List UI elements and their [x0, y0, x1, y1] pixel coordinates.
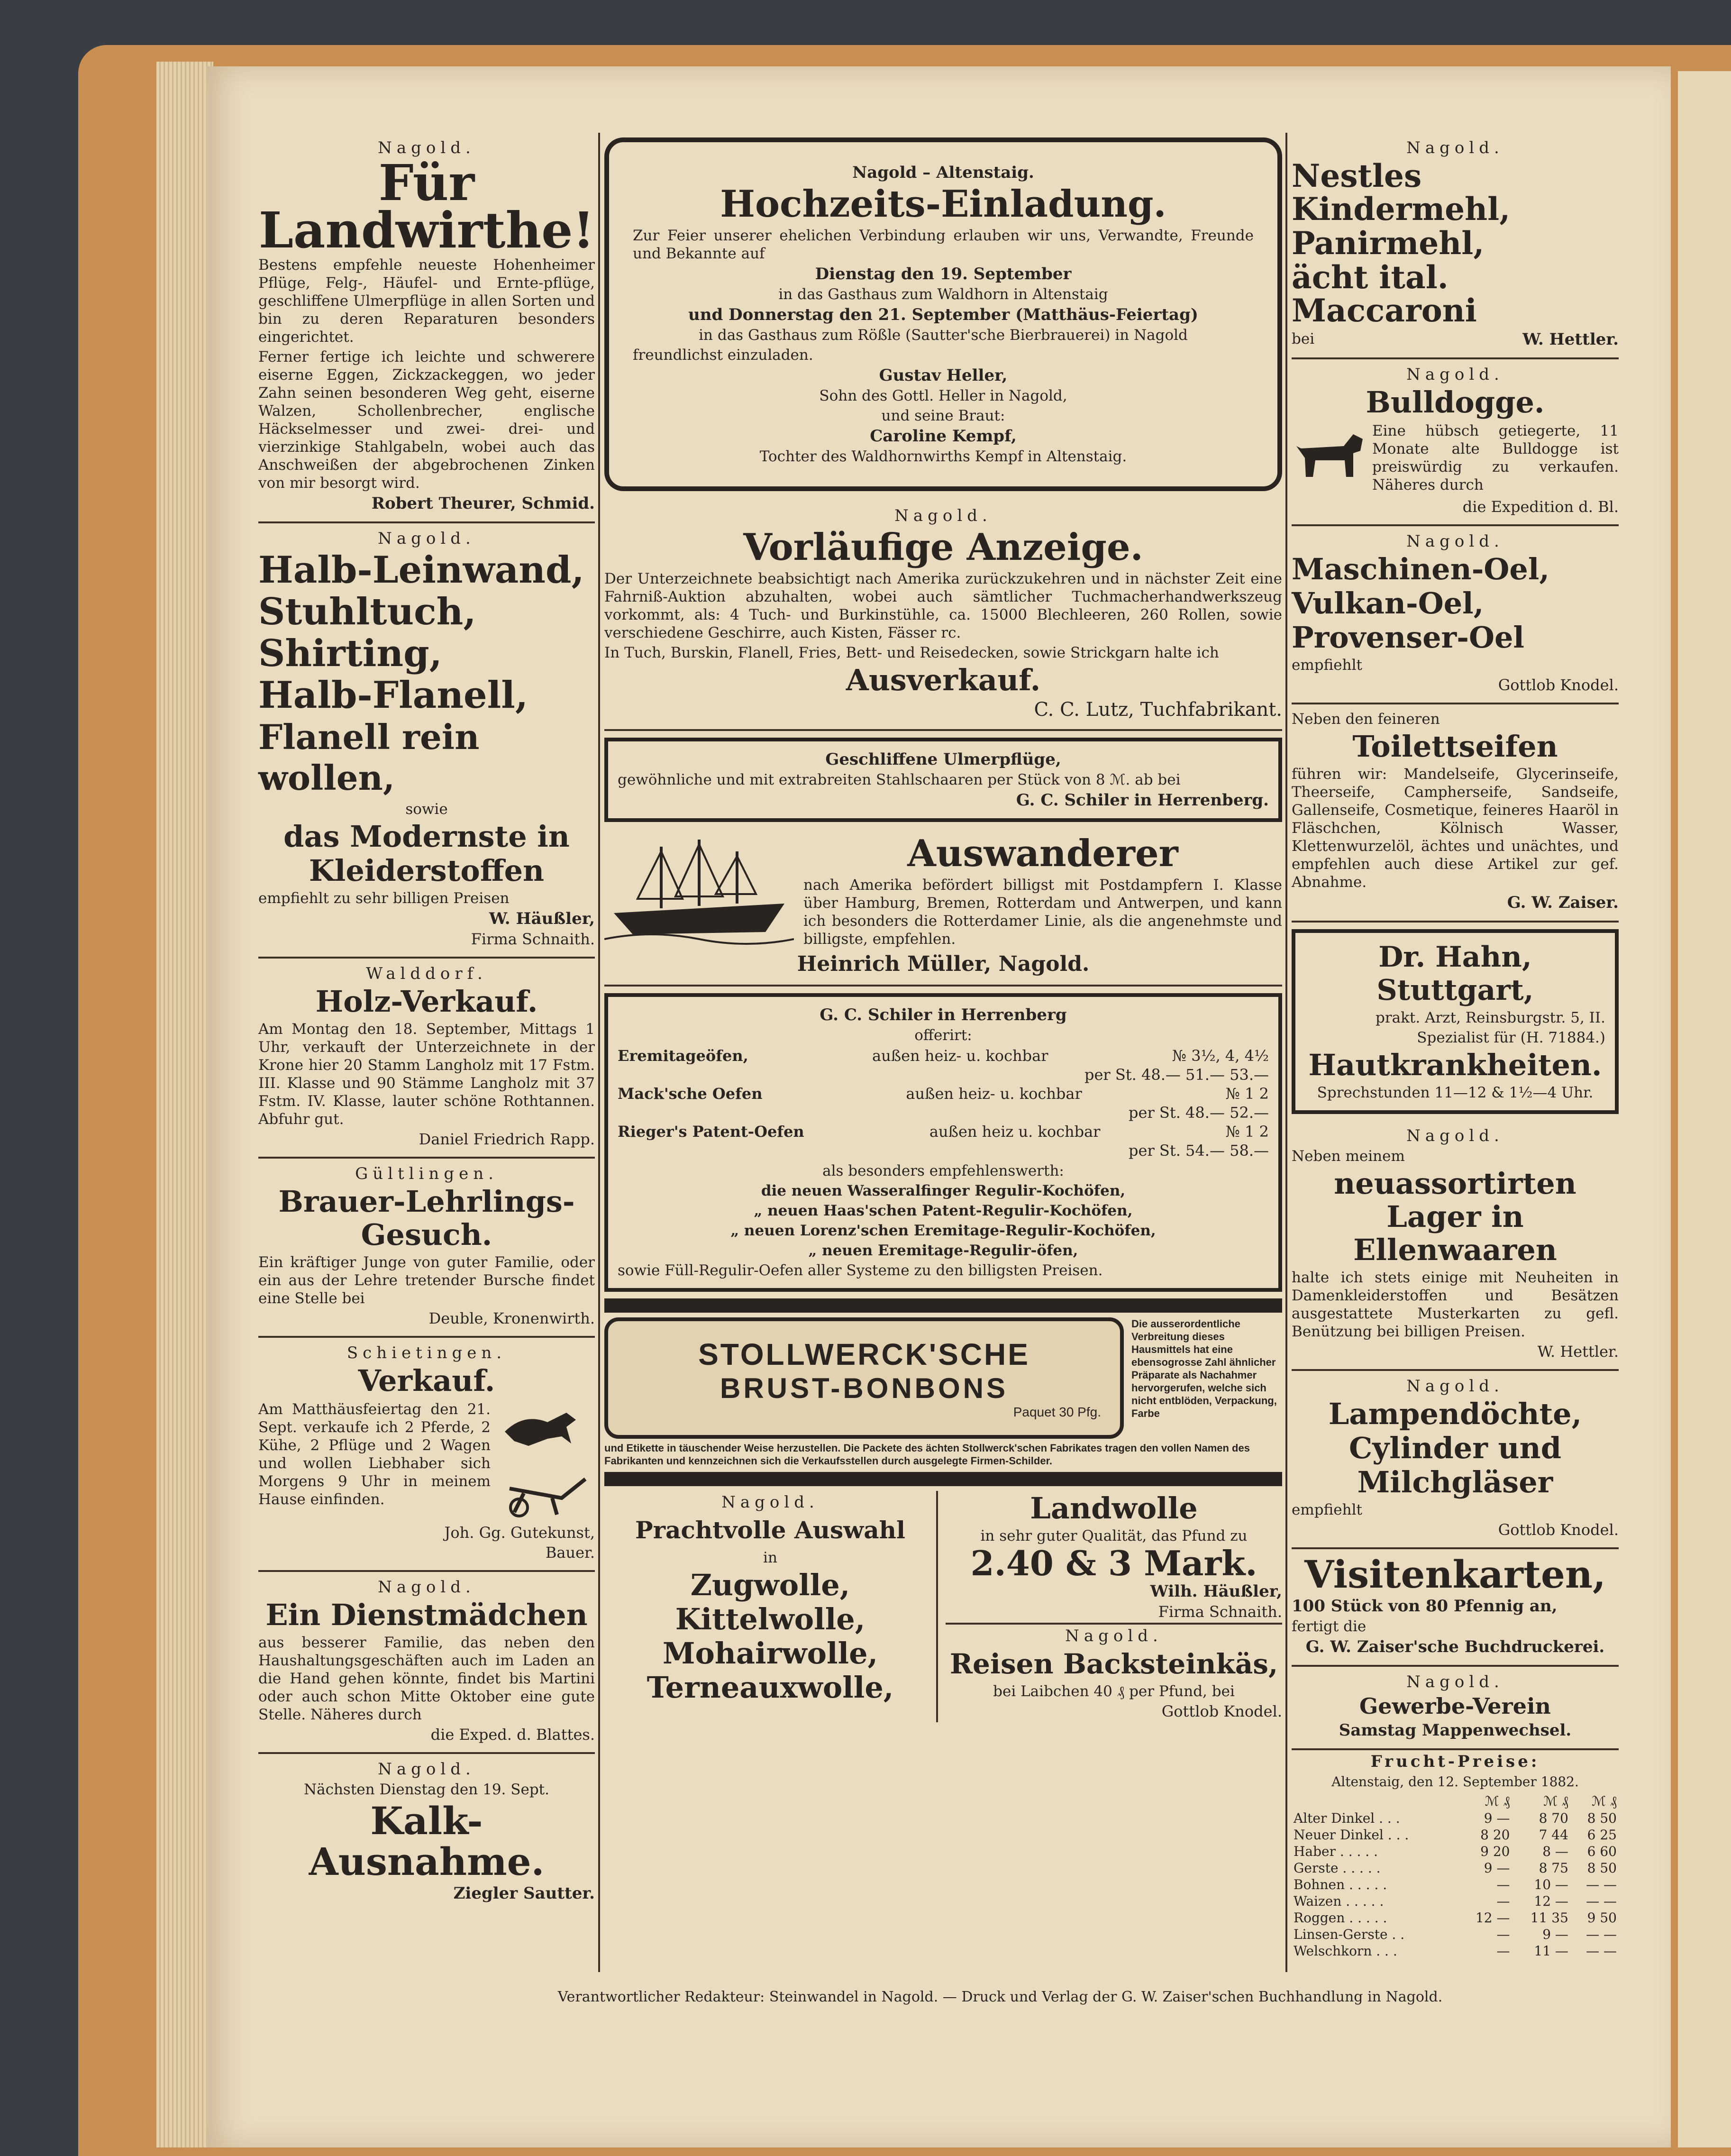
ad-hochzeit [604, 137, 1282, 491]
table-row [1292, 1827, 1619, 1843]
headline: Halb-Flanell, [258, 674, 528, 717]
price-cell: — [1496, 1927, 1510, 1942]
ad-visitenkarten [1292, 1549, 1619, 1667]
ad-text: Ein kräftiger Junge von guter Familie, oder ein aus der Lehre tretender Bursche findet eine Stelle bei [258, 1254, 595, 1307]
stollwerck-logo [604, 1317, 1124, 1439]
unit-label: ℳ ₰ [1485, 1793, 1510, 1809]
table-row [1292, 1909, 1619, 1926]
signature: Heinrich Müller, Nagold. [797, 952, 1090, 976]
headline: Ein Dienstmädchen [265, 1598, 588, 1632]
headline: Milchgläser [1357, 1465, 1553, 1499]
horse-plough-icon [495, 1398, 595, 1522]
ad-ellenwaaren [1292, 1121, 1619, 1371]
town-label: Nagold. [1406, 1377, 1504, 1396]
ad-text: prakt. Arzt, Reinsburgstr. 5, II. [1375, 1009, 1605, 1026]
price-cell: 12 — [1534, 1893, 1568, 1909]
ad-text: aus besserer Familie, das neben den Haushaltungsgeschäften auch im Laden an die Hand gehen könnte, findet bis Martini oder auch schon Mitte Oktober eine gute Stelle. Näheres durch [258, 1634, 595, 1723]
ad-text: 100 Stück von 80 Pfennig an, [1292, 1597, 1558, 1616]
price-cell: 9 20 [1480, 1844, 1510, 1859]
town-label: Nagold. [1065, 1626, 1163, 1645]
oven-sizes: № 1 2 [1225, 1085, 1269, 1103]
headline: Maschinen-Oel, [1292, 552, 1550, 586]
ad-text: als besonders empfehlenswerth: [822, 1162, 1064, 1179]
ad-text: gewöhnliche und mit extrabreiten Stahlschaaren per Stück von 8 ℳ. ab bei [618, 771, 1181, 788]
signature: Caroline Kempf, [870, 427, 1017, 446]
signature: die Expedition d. Bl. [1462, 498, 1619, 516]
oven-desc: außen heiz u. kochbar [929, 1123, 1101, 1141]
oven-name: Rieger's Patent-Oefen [618, 1123, 804, 1141]
headline: Hautkrankheiten. [1308, 1048, 1602, 1082]
ad-text: in [763, 1549, 777, 1566]
price-cell: 11 — [1534, 1943, 1568, 1959]
ad-text: „ neuen Eremitage-Regulir-öfen, [808, 1242, 1078, 1259]
ad-dr-hahn [1292, 929, 1619, 1114]
ad-text: nach Amerika befördert billigst mit Postdampfern I. Klasse über Hamburg, Bremen, Rotterdam und Antwerpen, und kann ich besonders die Rotterdamer Linie, als die angenehmste und billigste, empfehlen. [803, 877, 1282, 948]
signature: Gottlob Knodel. [1498, 676, 1619, 694]
ad-text: „ neuen Haas'schen Patent-Regulir-Kochöfen, [754, 1202, 1133, 1219]
signature: C. C. Lutz, Tuchfabrikant. [1034, 699, 1282, 721]
signature: Wilh. Häußler, [1150, 1582, 1282, 1601]
headline: Geschliffene Ulmerpflüge, [825, 750, 1061, 769]
date-text: Dienstag den 19. September [815, 265, 1072, 283]
signature: G. W. Zaiser'sche Buchdruckerei. [1305, 1637, 1605, 1656]
ad-text: Bestens empfehle neueste Hohenheimer Pflüge, Felg-, Häufel- und Ernte-pflüge, geschliffene Ulmerpflüge in allen Sorten und bin zu deren Reparaturen besonders eingerichtet. [258, 256, 595, 346]
headline: ächt ital. Maccaroni [1292, 259, 1477, 329]
town-label: Nagold. [378, 1578, 475, 1597]
ad-oele [1292, 526, 1619, 704]
ad-text: fertigt die [1292, 1618, 1367, 1635]
signature: G. W. Zaiser. [1507, 893, 1619, 912]
ad-text: in sehr guter Qualität, das Pfund zu [980, 1527, 1248, 1544]
ad-bulldogge [1292, 359, 1619, 526]
ad-text: offerirt: [914, 1027, 972, 1044]
headline: Bulldogge. [1366, 385, 1545, 420]
headline: Holz-Verkauf. [315, 984, 538, 1019]
grain-name: Waizen . . . . . [1294, 1893, 1384, 1909]
headline: Flanell rein wollen, [258, 717, 480, 798]
headline: Provenser-Oel [1292, 620, 1524, 655]
ad-text: Neben den feineren [1292, 711, 1440, 728]
page-edges [156, 62, 213, 2147]
ad-verkauf [258, 1338, 595, 1572]
headline: Gewerbe-Verein [1359, 1693, 1551, 1719]
bottom-row [604, 1491, 1282, 1722]
signature: Robert Theurer, Schmid. [371, 494, 595, 513]
ad-text: und Etikette in täuschender Weise herzustellen. Die Packete des ächten Stollwerck'schen Fabrikates tragen den vollen Namen des Fabrikanten und kennzeichnen sich die Verkaufsstellen durch ausgelegte Firmen-Schilder. [604, 1442, 1250, 1467]
signature: Deuble, Kronenwirth. [428, 1309, 595, 1327]
oven-desc: außen heiz- u. kochbar [906, 1085, 1082, 1103]
ad-kalk [258, 1754, 595, 1911]
dog-icon [1292, 420, 1367, 482]
ad-text: in das Gasthaus zum Waldhorn in Altenstaig [778, 286, 1108, 303]
price-cell: — [1496, 1877, 1510, 1892]
headline: Prachtvolle Auswahl [635, 1516, 905, 1544]
town-label: Nagold. [894, 506, 992, 525]
signature: W. Hettler. [1522, 330, 1619, 349]
ad-text: Sprechstunden 11—12 & 1½—4 Uhr. [1317, 1084, 1594, 1101]
ad-text: Am Montag den 18. September, Mittags 1 Uhr, verkauft der Unterzeichnete in der Krone hier 20 Stamm Langholz mit 17 Fstm. III. Klasse und 90 Stämme Langholz mit 37 Fstm. IV. Klasse, lauter schöne Rothtannen. Abfuhr gut. [258, 1021, 595, 1128]
signature: Daniel Friedrich Rapp. [419, 1130, 595, 1148]
ad-oefen [604, 993, 1282, 1292]
headline: G. C. Schiler in Herrenberg [820, 1005, 1067, 1024]
headline: Für Landwirthe! [258, 154, 595, 259]
ad-text: und seine Braut: [881, 407, 1005, 424]
ad-brauer [258, 1159, 595, 1338]
oven-desc: außen heiz- u. kochbar [872, 1047, 1048, 1065]
town-label: Nagold. [1406, 1126, 1504, 1145]
price-cell: — [1496, 1893, 1510, 1909]
ad-ulmerpfluege [604, 738, 1282, 822]
town-label: Nagold – Altenstaig. [852, 163, 1034, 182]
headline: Visitenkarten, [1304, 1552, 1606, 1597]
ad-text: Am Matthäusfeiertag den 21. Sept. verkaufe ich 2 Pferde, 2 Kühe, 2 Pflüge und 2 Wagen und wollen Liebhaber sich Morgens 9 Uhr in meinem Hause einfinden. [258, 1401, 491, 1508]
headline: neuassortirten Lager in Ellenwaaren [1334, 1166, 1576, 1267]
price-cell: 6 25 [1587, 1827, 1617, 1843]
table-row [1292, 1810, 1619, 1827]
price-cell: 9 — [1484, 1810, 1510, 1826]
price-cell: 8 — [1542, 1844, 1568, 1859]
ad-text: die neuen Wasseralfinger Regulir-Kochöfen, [761, 1182, 1126, 1199]
table-row [1292, 1860, 1619, 1876]
price-text: 2.40 & 3 Mark. [970, 1543, 1257, 1583]
price-cell: 9 50 [1587, 1910, 1617, 1926]
town-label: Schietingen. [346, 1343, 507, 1362]
ad-auswanderer [604, 829, 1282, 987]
ad-text: sowie [405, 801, 448, 818]
ad-stollwerck [604, 1298, 1282, 1486]
price-cell: 6 60 [1587, 1844, 1617, 1859]
headline: Auswanderer [907, 832, 1178, 875]
headline: Kalk-Ausnahme. [309, 1799, 545, 1884]
price-cell: 8 50 [1587, 1860, 1617, 1876]
ship-icon [604, 832, 794, 946]
headline: Terneauxwolle, [647, 1670, 894, 1705]
price-cell: — — [1586, 1927, 1617, 1942]
ad-text: Altenstaig, den 12. September 1882. [1331, 1774, 1579, 1790]
oven-sizes: № 1 2 [1225, 1123, 1269, 1141]
ad-text: Spezialist für (H. 71884.) [1417, 1029, 1605, 1046]
signature: Gustav Heller, [879, 366, 1008, 385]
ad-text: Zur Feier unserer ehelichen Verbindung erlauben wir uns, Verwandte, Freunde und Bekannte auf [633, 227, 1254, 262]
price-cell: 12 — [1475, 1910, 1510, 1926]
ad-text: in das Gasthaus zum Rößle (Sautter'sche Bierbrauerei) in Nagold [699, 327, 1188, 344]
price-cell: 8 75 [1539, 1860, 1568, 1876]
price-cell: 7 44 [1539, 1827, 1568, 1843]
headline: das Modernste in [283, 819, 570, 854]
price-cell: — — [1586, 1943, 1617, 1959]
signature: Gottlob Knodel. [1498, 1521, 1619, 1539]
headline: Panirmehl, [1292, 225, 1485, 262]
headline: Cylinder und [1348, 1431, 1562, 1465]
ad-lampen [1292, 1371, 1619, 1549]
ad-text: Sohn des Gottl. Heller in Nagold, [819, 387, 1067, 404]
brand-text: STOLLWERCK'SCHE [698, 1337, 1030, 1371]
headline: Dr. Hahn, Stuttgart, [1376, 941, 1534, 1007]
column-middle [604, 133, 1282, 1722]
headline: Landwolle [1030, 1491, 1198, 1526]
grain-name: Bohnen . . . . . [1294, 1877, 1387, 1892]
ad-text: Die ausserordentliche Verbreitung dieses Hausmittels hat eine ebensogrosse Zahl ähnlicher Präparate als Nachahmer hervorgerufen, welche sich nicht entblöden, Verpackung, Farbe [1131, 1318, 1277, 1419]
unit-label: ℳ ₰ [1592, 1793, 1617, 1809]
town-label: Nagold. [1406, 138, 1504, 157]
headline: Kittelwolle, [675, 1602, 866, 1636]
ad-nestle [1292, 133, 1619, 359]
price-cell: 10 — [1534, 1877, 1568, 1892]
next-page-edge [1678, 71, 1731, 2147]
table-header [1292, 1793, 1619, 1810]
page-footer: Verantwortlicher Redakteur: Steinwandel in Nagold. — Druck und Verlag der G. W. Zaiser'schen Buchhandlung in Nagold. [557, 1989, 1443, 2005]
signature: Ziegler Sautter. [453, 1884, 595, 1903]
town-label: Nagold. [721, 1493, 819, 1512]
table-row [1292, 1843, 1619, 1860]
ad-text: Neben meinem [1292, 1148, 1405, 1165]
ad-text: empfiehlt [1292, 1501, 1362, 1518]
ad-gewerbe-verein [1292, 1667, 1619, 1750]
ad-landwirthe [258, 133, 595, 523]
signature: die Exped. d. Blattes. [430, 1726, 595, 1744]
town-label: Nagold. [378, 138, 475, 157]
grain-name: Haber . . . . . [1294, 1844, 1378, 1859]
ad-text: bei [1292, 330, 1315, 347]
headline: Reisen Backsteinkäs, [949, 1648, 1278, 1680]
table-row [1292, 1876, 1619, 1893]
ad-textiles [258, 523, 595, 959]
ad-text: Ferner fertige ich leichte und schwerere eiserne Eggen, Zickzackeggen, wo jeder Zahn seinen besonderen Weg geht, eiserne Walzen, Schollenbrecher, englische Häckselmesser und zwei- drei- und vierzinkige Stahlgabeln, wobei auch das Anschweißen der abgebrochenen Zinken von mir besorgt wird. [258, 348, 595, 492]
brand-text: BRUST-BONBONS [720, 1372, 1008, 1404]
headline: Nestles Kindermehl, [1292, 157, 1511, 228]
column-right [1292, 133, 1619, 1959]
oven-prices: per St. 48.— 52.— [1129, 1104, 1269, 1122]
ad-text: empfiehlt zu sehr billigen Preisen [258, 890, 510, 907]
headline: Mohairwolle, [662, 1636, 878, 1671]
ad-text: halte ich stets einige mit Neuheiten in Damenkleiderstoffen und Besätzen ausgestattete Musterkarten zu gefl. Benützung bei billigen Preisen. [1292, 1269, 1619, 1340]
date-text: und Donnerstag den 21. September (Matthäus-Feiertag) [688, 305, 1198, 324]
town-label: Nagold. [1406, 532, 1504, 551]
headline: Verkauf. [358, 1363, 495, 1398]
price-cell: — [1496, 1943, 1510, 1959]
town-label: Nagold. [378, 1760, 475, 1779]
ad-text: führen wir: Mandelseife, Glycerinseife, Theerseife, Campherseife, Sandseife, Gallenseife, Cosmetique, feineres Haaröl in Fläschchen, Kölnisch Wasser, Klettenwurzelöl, ächtes und unächtes, und empfehlen auch diese Artikel zur gef. Abnahme. [1292, 766, 1619, 891]
price-cell: 9 — [1542, 1927, 1568, 1942]
grain-name: Alter Dinkel . . . [1294, 1810, 1400, 1826]
price-cell: 11 35 [1530, 1910, 1568, 1926]
price-cell: 8 20 [1480, 1827, 1510, 1843]
headline: Shirting, [258, 632, 442, 675]
signature: Bauer. [545, 1544, 595, 1562]
ad-text: Tochter des Waldhornwirths Kempf in Altenstaig. [759, 448, 1127, 465]
ad-dienstmaedchen [258, 1572, 595, 1754]
grain-name: Gerste . . . . . [1294, 1860, 1381, 1876]
signature: Firma Schnaith. [471, 930, 595, 948]
headline: Brauer-Lehrlings-Gesuch. [278, 1184, 575, 1252]
ad-text: freundlichst einzuladen. [633, 347, 813, 364]
price-cell: 8 70 [1539, 1810, 1568, 1826]
price-cell: 9 — [1484, 1860, 1510, 1876]
signature: G. C. Schiler in Herrenberg. [1016, 791, 1269, 810]
headline: Vorläufige Anzeige. [743, 526, 1143, 569]
price-cell: 8 50 [1587, 1810, 1617, 1826]
ad-text: sowie Füll-Regulir-Oefen aller Systeme zu den billigsten Preisen. [618, 1262, 1103, 1279]
headline: Ausverkauf. [846, 663, 1041, 697]
ad-holz [258, 959, 595, 1159]
town-label: Gültlingen. [355, 1164, 498, 1183]
ad-text: empfiehlt [1292, 657, 1362, 674]
grain-name: Welschkorn . . . [1294, 1943, 1397, 1959]
oven-prices: per St. 54.— 58.— [1129, 1142, 1269, 1160]
ad-text: Samstag Mappenwechsel. [1339, 1721, 1572, 1740]
ad-wolle [604, 1491, 938, 1722]
signature: W. Häußler, [489, 909, 595, 928]
column-left [258, 133, 595, 1911]
table-row [1292, 1893, 1619, 1909]
ad-text: Der Unterzeichnete beabsichtigt nach Amerika zurückzukehren und in nächster Zeit eine Fahrniß-Auktion abzuhalten, wobei auch sämtlicher Tuchmacherhandwerkszeug vorkommt, als: 4 Tuch- und Burkinstühle, ca. 15000 Blechleeren, 260 Rollen, sowie verschiedene Geschirre, auch Kisten, Fässer rc. [604, 570, 1282, 641]
brand-text: Paquet 30 Pfg. [1013, 1404, 1101, 1419]
ad-text: Nächsten Dienstag den 19. Sept. [304, 1781, 549, 1798]
grain-name: Roggen . . . . . [1294, 1910, 1387, 1926]
ad-text: bei Laibchen 40 ₰ per Pfund, bei [993, 1683, 1235, 1700]
table-row [1292, 1943, 1619, 1959]
grain-name: Linsen-Gerste . . [1294, 1927, 1405, 1942]
column-divider [1285, 133, 1287, 1972]
headline: Stuhltuch, [258, 590, 476, 633]
headline: Zugwolle, [690, 1568, 850, 1602]
town-label: Nagold. [378, 529, 475, 548]
ad-text: In Tuch, Burskin, Flanell, Fries, Bett- und Reisedecken, sowie Strickgarn halte ich [604, 644, 1219, 661]
headline: Hochzeits-Einladung. [720, 183, 1166, 226]
grain-name: Neuer Dinkel . . . [1294, 1827, 1409, 1843]
oven-name: Mack'sche Oefen [618, 1085, 763, 1103]
headline: Toilettseifen [1352, 729, 1558, 764]
frucht-preise [1292, 1752, 1619, 1959]
unit-label: ℳ ₰ [1543, 1793, 1568, 1809]
signature: Joh. Gg. Gutekunst, [444, 1524, 595, 1542]
decorative-bar [604, 1472, 1282, 1486]
price-cell: — — [1586, 1893, 1617, 1909]
signature: Firma Schnaith. [1158, 1603, 1282, 1621]
town-label: Nagold. [1406, 1672, 1504, 1691]
ad-text: „ neuen Lorenz'schen Eremitage-Regulir-Kochöfen, [730, 1222, 1156, 1239]
ad-vorlaeufige-anzeige [604, 501, 1282, 731]
town-label: Walddorf. [366, 964, 487, 983]
decorative-bar [604, 1298, 1282, 1313]
headline: Lampendöchte, [1328, 1397, 1582, 1431]
oven-name: Eremitageöfen, [618, 1047, 748, 1065]
headline: Frucht-Preise: [1370, 1752, 1540, 1771]
headline: Vulkan-Oel, [1292, 586, 1484, 621]
price-cell: — — [1586, 1877, 1617, 1892]
ad-landwolle [938, 1491, 1282, 1722]
ad-text: Eine hübsch getiegerte, 11 Monate alte Bulldogge ist preiswürdig zu verkaufen. Näheres durch [1372, 422, 1619, 493]
signature: W. Hettler. [1537, 1343, 1619, 1361]
price-table [1292, 1793, 1619, 1959]
table-row [1292, 1926, 1619, 1943]
oven-sizes: № 3½, 4, 4½ [1172, 1047, 1269, 1065]
oven-prices: per St. 48.— 51.— 53.— [1084, 1066, 1269, 1084]
signature: Gottlob Knodel. [1161, 1702, 1282, 1720]
ad-toilettseifen [1292, 704, 1619, 923]
headline: Kleiderstoffen [309, 853, 545, 888]
headline: Halb-Leinwand, [258, 548, 584, 592]
column-divider [598, 133, 600, 1972]
town-label: Nagold. [1406, 365, 1504, 384]
